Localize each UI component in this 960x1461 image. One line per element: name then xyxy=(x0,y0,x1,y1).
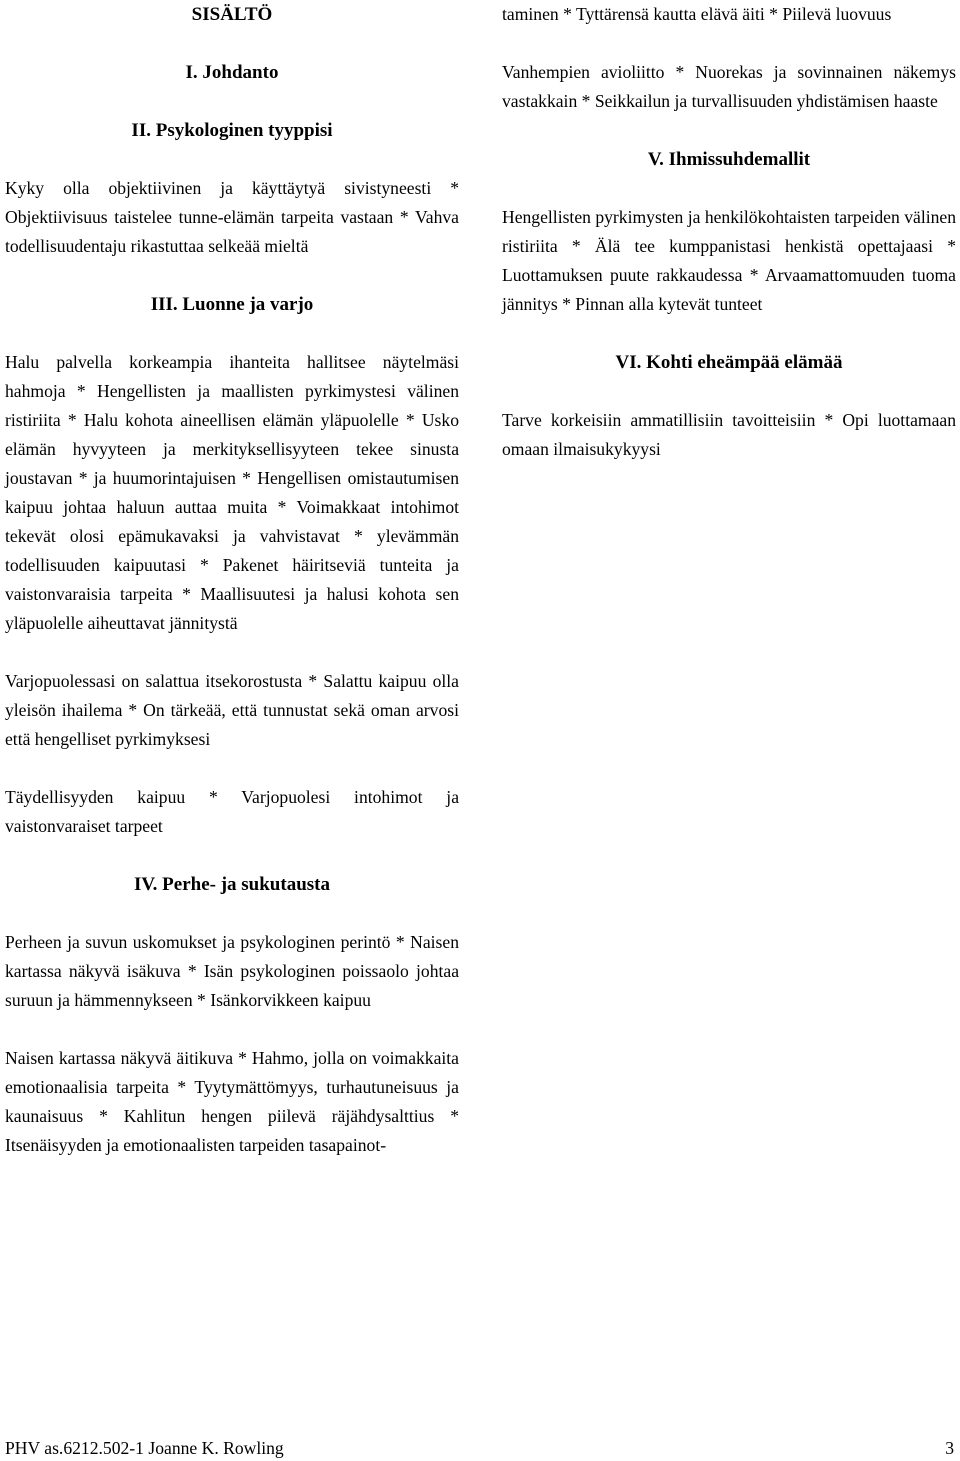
paragraph: Täydellisyyden kaipuu * Varjopuolesi intohimot ja vaistonvaraiset tarpeet xyxy=(5,787,459,836)
paragraph: Naisen kartassa näkyvä äitikuva * Hahmo, jolla on voimakkaita emotionaalisia tarpeita * Tyytymättömyys, turhautuneisuus ja kaunaisuus * Kahlitun hengen piilevä räjähdysalttius * Itsenäisyyden ja emotionaalisten tarpeiden tasapainot- xyxy=(5,1048,459,1155)
section-heading-johdanto: I. Johdanto xyxy=(185,62,279,83)
left-column xyxy=(5,0,459,1160)
paragraph: Varjopuolessasi on salattua itsekorostusta * Salattu kaipuu olla yleisön ihailema * On tärkeää, että tunnustat sekä oman arvosi että hengelliset pyrkimyksesi xyxy=(5,671,459,749)
paragraph: Kyky olla objektiivinen ja käyttäytyä sivistyneesti * Objektiivisuus taistelee tunne-elämän tarpeita vastaan * Vahva todellisuudentaju rikastuttaa selkeää mieltä xyxy=(5,178,459,256)
page-footer xyxy=(5,1435,954,1461)
section-heading-kohti-eheampaa-elamaa: VI. Kohti eheämpää elämää xyxy=(615,352,843,373)
right-column xyxy=(502,0,956,464)
section-heading-luonne-ja-varjo: III. Luonne ja varjo xyxy=(150,294,314,315)
section-heading-ihmissuhdemallit: V. Ihmissuhdemallit xyxy=(647,149,811,170)
footer-doc-info: PHV as.6212.502-1 Joanne K. Rowling xyxy=(5,1438,284,1458)
page-number: 3 xyxy=(945,1438,954,1458)
paragraph: Halu palvella korkeampia ihanteita hallitsee näytelmäsi hahmoja * Hengellisten ja maallisten pyrkimystesi välinen ristiriita * Halu kohota aineellisen elämän yläpuolelle * Usko elämän hyvyyteen ja merkityksellisyyteen tekee sinusta joustavan * ja huumorintajuisen * Hengellisen omistautumisen kaipuu johtaa haluun auttaa muita * Voimakkaat intohimot tekevät olosi epämukavaksi ja vahvistavat * ylevämmän todellisuuden kaipuutasi * Pakenet häiritseviä tunteita ja vaistonvaraisia tarpeita * Maallisuutesi ja halusi kohota sen yläpuolelle aiheuttavat jännitystä xyxy=(5,352,459,633)
paragraph: Tarve korkeisiin ammatillisiin tavoitteisiin * Opi luottamaan omaan ilmaisukykyysi xyxy=(502,410,956,459)
paragraph: Hengellisten pyrkimysten ja henkilökohtaisten tarpeiden välinen ristiriita * Älä tee kumppanistasi henkistä opettajaasi * Luottamuksen puute rakkaudessa * Arvaamattomuuden tuoma jännitys * Pinnan alla kytevät tunteet xyxy=(502,207,956,314)
section-heading-perhe-ja-sukutausta: IV. Perhe- ja sukutausta xyxy=(133,874,330,895)
paragraph: Perheen ja suvun uskomukset ja psykologinen perintö * Naisen kartassa näkyvä isäkuva * Isän psykologinen poissaolo johtaa suruun ja hämmennykseen * Isänkorvikkeen kaipuu xyxy=(5,932,459,1010)
paragraph-continued: taminen * Tyttärensä kautta elävä äiti * Piilevä luovuus xyxy=(502,4,892,24)
paragraph: Vanhempien avioliitto * Nuorekas ja sovinnainen näkemys vastakkain * Seikkailun ja turvallisuuden yhdistämisen haaste xyxy=(502,62,956,111)
toc-title: SISÄLTÖ xyxy=(191,4,273,25)
section-heading-psykologinen-tyyppisi: II. Psykologinen tyyppisi xyxy=(131,120,333,141)
